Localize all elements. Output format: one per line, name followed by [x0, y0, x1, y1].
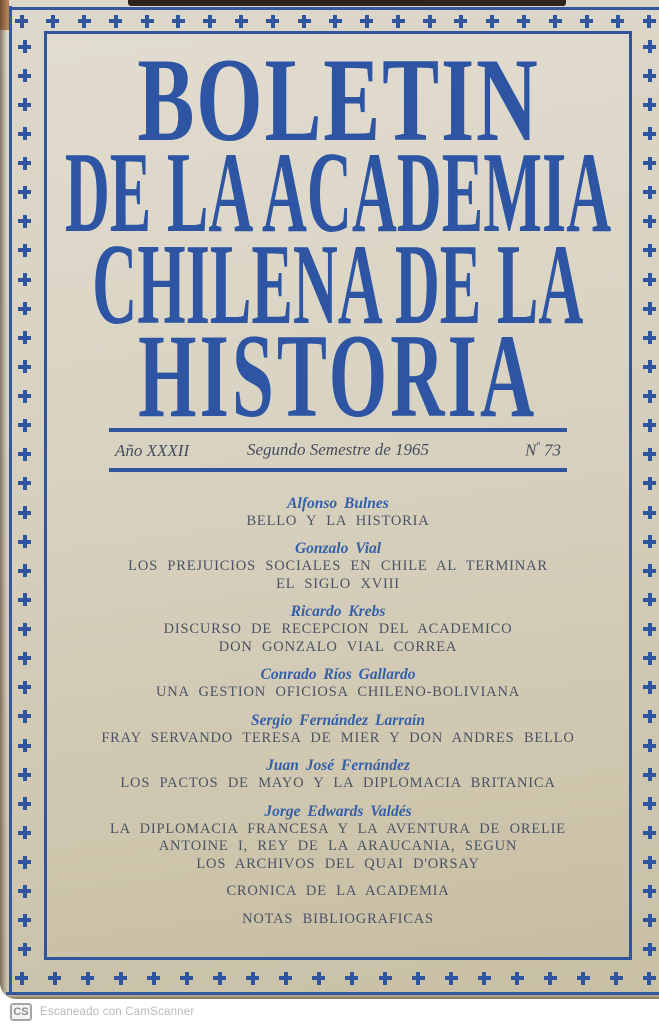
cross-pattee-icon: [235, 15, 248, 28]
toc-title-line: DON GONZALO VIAL CORREA: [218, 638, 458, 655]
cross-pattee-icon: [329, 15, 342, 28]
cross-pattee-icon: [18, 797, 31, 810]
issue-info-band: [109, 428, 567, 472]
cross-pattee-icon: [549, 15, 562, 28]
cross-pattee-icon: [643, 623, 656, 636]
toc-title-line: FRAY SERVANDO TERESA DE MIER Y DON ANDRES BELLO: [101, 729, 575, 746]
cross-pattee-icon: [18, 681, 31, 694]
masthead-line-1: BOLETIN: [136, 32, 540, 167]
cross-pattee-icon: [18, 98, 31, 111]
cross-pattee-icon: [18, 943, 31, 956]
cross-pattee-icon: [643, 768, 656, 781]
cross-pattee-icon: [18, 739, 31, 752]
camscanner-text: Escaneado con CamScanner: [40, 1005, 195, 1018]
toc-entry: [47, 883, 629, 901]
cross-pattee-icon: [643, 797, 656, 810]
cross-border-bottom: [15, 969, 656, 987]
toc-entry: [47, 539, 629, 593]
toc-title-line: LOS ARCHIVOS DEL QUAI D'ORSAY: [196, 855, 480, 872]
cross-pattee-icon: [360, 15, 373, 28]
cross-pattee-icon: [423, 15, 436, 28]
cross-pattee-icon: [18, 244, 31, 257]
cross-pattee-icon: [643, 98, 656, 111]
cross-pattee-icon: [345, 972, 358, 985]
cross-pattee-icon: [18, 215, 31, 228]
scan-top-edge-shadow: [128, 0, 566, 6]
cover-panel: [44, 31, 632, 960]
masthead-line-4: HISTORIA: [138, 308, 538, 443]
cross-pattee-icon: [643, 652, 656, 665]
cross-pattee-icon: [18, 69, 31, 82]
cross-pattee-icon: [147, 972, 160, 985]
cross-pattee-icon: [643, 273, 656, 286]
cross-pattee-icon: [48, 972, 61, 985]
toc-entry: [47, 494, 629, 531]
cross-pattee-icon: [511, 972, 524, 985]
toc-title-line: CRONICA DE LA ACADEMIA: [226, 883, 450, 900]
cross-pattee-icon: [18, 419, 31, 432]
cross-pattee-icon: [643, 186, 656, 199]
cross-pattee-icon: [18, 535, 31, 548]
cross-pattee-icon: [46, 15, 59, 28]
cross-pattee-icon: [643, 448, 656, 461]
cross-pattee-icon: [78, 15, 91, 28]
masthead-line-3: CHILENA DE LA: [92, 218, 584, 349]
cross-pattee-icon: [643, 69, 656, 82]
cross-pattee-icon: [15, 972, 28, 985]
cross-pattee-icon: [18, 302, 31, 315]
toc-author: Juan José Fernández: [266, 757, 410, 775]
toc-title-line: LOS PACTOS DE MAYO Y LA DIPLOMACIA BRITANICA: [120, 775, 556, 792]
cross-pattee-icon: [18, 273, 31, 286]
cross-pattee-icon: [643, 914, 656, 927]
cross-pattee-icon: [266, 15, 279, 28]
cross-pattee-icon: [643, 477, 656, 490]
cross-pattee-icon: [18, 914, 31, 927]
toc-title-line: NOTAS BIBLIOGRAFICAS: [242, 910, 434, 927]
cross-pattee-icon: [643, 390, 656, 403]
cross-pattee-icon: [643, 15, 656, 28]
cross-pattee-icon: [18, 360, 31, 373]
cross-pattee-icon: [18, 768, 31, 781]
camscanner-watermark: [0, 999, 659, 1024]
cross-pattee-icon: [643, 885, 656, 898]
toc-author: Conrado Ríos Gallardo: [260, 666, 416, 684]
toc-author: Alfonso Bulnes: [287, 494, 389, 512]
cross-pattee-icon: [18, 157, 31, 170]
masthead-title: [47, 32, 629, 443]
cross-pattee-icon: [643, 506, 656, 519]
cross-pattee-icon: [577, 972, 590, 985]
cross-pattee-icon: [643, 157, 656, 170]
cross-pattee-icon: [517, 15, 530, 28]
toc-author: Gonzalo Vial: [294, 540, 382, 558]
cross-pattee-icon: [643, 215, 656, 228]
cross-pattee-icon: [580, 15, 593, 28]
cross-pattee-icon: [643, 564, 656, 577]
toc-title-line: LA DIPLOMACIA FRANCESA Y LA AVENTURA DE ORELIE: [110, 820, 566, 837]
toc-entry: [47, 802, 629, 874]
toc-entry: [47, 602, 629, 656]
toc-entry: [47, 665, 629, 702]
toc-title-line: LOS PREJUICIOS SOCIALES EN CHILE AL TERMINAR: [128, 558, 548, 575]
cross-pattee-icon: [18, 477, 31, 490]
scan-left-edge-shadow: [0, 0, 7, 999]
toc-author: Sergio Fernández Larraín: [251, 711, 425, 729]
cross-pattee-icon: [312, 972, 325, 985]
cross-pattee-icon: [18, 390, 31, 403]
cross-pattee-icon: [18, 127, 31, 140]
toc-author: Ricardo Krebs: [290, 603, 386, 621]
cross-pattee-icon: [379, 972, 392, 985]
cross-pattee-icon: [18, 40, 31, 53]
camscanner-logo: CS: [10, 1003, 32, 1021]
cross-pattee-icon: [643, 535, 656, 548]
cross-pattee-icon: [454, 15, 467, 28]
cross-pattee-icon: [18, 564, 31, 577]
cross-pattee-icon: [246, 972, 259, 985]
cross-pattee-icon: [643, 739, 656, 752]
cross-pattee-icon: [213, 972, 226, 985]
toc-entry: [47, 756, 629, 793]
cross-pattee-icon: [643, 710, 656, 723]
toc-title-line: ANTOINE I, REY DE LA ARAUCANIA, SEGUN: [158, 838, 518, 855]
issue-year: Año XXXII: [115, 440, 190, 460]
cross-pattee-icon: [643, 360, 656, 373]
cross-pattee-icon: [643, 681, 656, 694]
cross-pattee-icon: [643, 593, 656, 606]
issue-number: $N^º$ 73: [524, 440, 561, 460]
toc-author: Jorge Edwards Valdés: [264, 802, 412, 820]
cross-pattee-icon: [643, 826, 656, 839]
cross-pattee-icon: [643, 302, 656, 315]
cross-pattee-icon: [109, 15, 122, 28]
cross-pattee-icon: [412, 972, 425, 985]
cross-pattee-icon: [18, 506, 31, 519]
cross-pattee-icon: [643, 856, 656, 869]
cross-pattee-icon: [643, 419, 656, 432]
cross-pattee-icon: [15, 15, 28, 28]
toc-title-line: DISCURSO DE RECEPCION DEL ACADEMICO: [163, 621, 513, 638]
cross-pattee-icon: [643, 943, 656, 956]
cross-pattee-icon: [643, 127, 656, 140]
cross-pattee-icon: [114, 972, 127, 985]
cross-pattee-icon: [611, 15, 624, 28]
toc-entry: [47, 911, 629, 929]
cross-pattee-icon: [18, 448, 31, 461]
cross-pattee-icon: [18, 856, 31, 869]
cross-pattee-icon: [18, 652, 31, 665]
toc-title-line: EL SIGLO XVIII: [276, 575, 400, 592]
cross-pattee-icon: [18, 186, 31, 199]
cross-pattee-icon: [478, 972, 491, 985]
toc-title-line: UNA GESTION OFICIOSA CHILENO-BOLIVIANA: [156, 684, 520, 701]
cross-pattee-icon: [279, 972, 292, 985]
cross-pattee-icon: [141, 15, 154, 28]
cross-pattee-icon: [18, 331, 31, 344]
cross-border-top: [15, 12, 656, 30]
cross-border-right: [642, 40, 657, 956]
outer-border-left: [9, 6, 12, 994]
cross-pattee-icon: [544, 972, 557, 985]
outer-border-top: [9, 7, 659, 10]
cross-pattee-icon: [392, 15, 405, 28]
cross-pattee-icon: [445, 972, 458, 985]
table-of-contents: [47, 494, 629, 938]
masthead-line-2: DE LA ACADEMIA: [64, 126, 612, 257]
toc-title-line: BELLO Y LA HISTORIA: [246, 512, 430, 529]
issue-semester: Segundo Semestre de 1965: [246, 440, 430, 459]
cross-pattee-icon: [18, 710, 31, 723]
cross-pattee-icon: [298, 15, 311, 28]
cross-pattee-icon: [18, 593, 31, 606]
cross-pattee-icon: [486, 15, 499, 28]
cross-pattee-icon: [643, 40, 656, 53]
cross-pattee-icon: [18, 623, 31, 636]
cross-pattee-icon: [18, 885, 31, 898]
toc-entry: [47, 711, 629, 748]
cross-pattee-icon: [203, 15, 216, 28]
cross-border-left: [17, 40, 32, 956]
cross-pattee-icon: [643, 331, 656, 344]
cross-pattee-icon: [643, 972, 656, 985]
cross-pattee-icon: [172, 15, 185, 28]
cross-pattee-icon: [643, 244, 656, 257]
cross-pattee-icon: [18, 826, 31, 839]
cross-pattee-icon: [81, 972, 94, 985]
cross-pattee-icon: [180, 972, 193, 985]
cross-pattee-icon: [610, 972, 623, 985]
